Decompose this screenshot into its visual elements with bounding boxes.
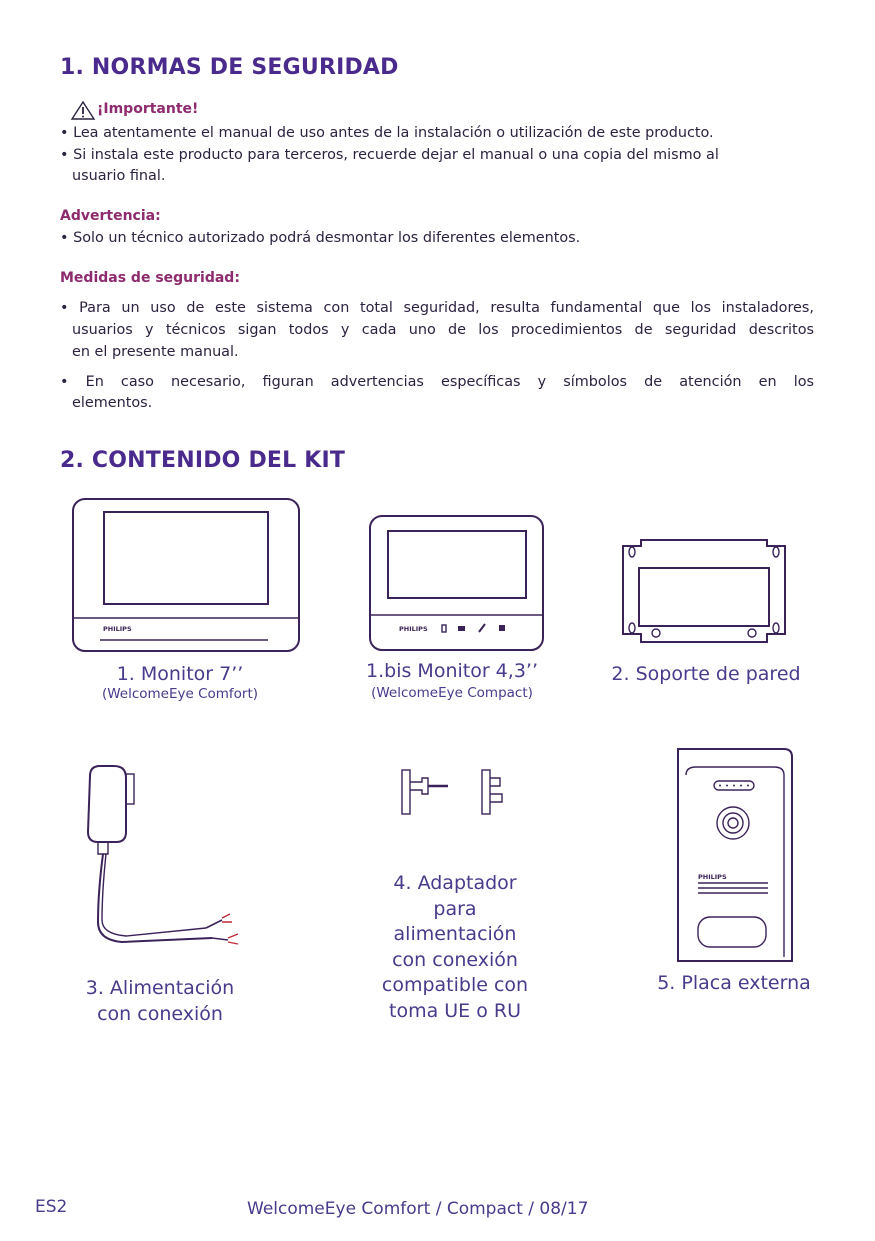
warning-label: Advertencia: <box>60 208 161 224</box>
monitor-43-illustration <box>369 515 545 653</box>
page-number: ES2 <box>35 1197 68 1217</box>
monitor-7-label: 1. Monitor 7’’ <box>116 663 244 685</box>
monitor-43-label: 1.bis Monitor 4,3’’ <box>366 660 538 682</box>
monitor-43-sub: (WelcomeEye Compact) <box>371 685 533 701</box>
monitor-43-brand: PHILIPS <box>399 625 428 633</box>
adapter-label-line-5: compatible con <box>381 974 529 997</box>
important-label: ¡Importante! <box>97 101 199 117</box>
door-plate-label: 5. Placa externa <box>657 972 811 994</box>
adapter-label <box>345 871 565 1025</box>
monitor-7-sub: (WelcomeEye Comfort) <box>101 686 259 702</box>
safety-item-1: • Para un uso de este sistema con total seguridad, resulta fundamental que los instaladores, <box>60 300 814 316</box>
adapter-label-line-6: toma UE o RU <box>389 999 521 1022</box>
adapter-label-line-1: 4. Adaptador <box>393 872 517 894</box>
door-plate-illustration <box>676 745 796 965</box>
bracket-label: 2. Soporte de pared <box>611 663 801 685</box>
safety-item-2-cont: elementos. <box>72 395 153 411</box>
section2-title: 2. CONTENIDO DEL KIT <box>60 448 346 473</box>
section1-title: 1. NORMAS DE SEGURIDAD <box>60 55 399 80</box>
important-item-1: • Lea atentamente el manual de uso antes de la instalación o utilización de este producto. <box>60 125 714 141</box>
wall-bracket-illustration <box>619 538 789 654</box>
adapter-label-line-3: alimentación <box>393 923 517 946</box>
important-item-2-cont: usuario final. <box>72 168 166 184</box>
safety-item-1-cont-b: en el presente manual. <box>72 344 239 360</box>
power-supply-illustration <box>82 762 252 962</box>
adapter-label-line-4: con conexión <box>392 948 518 971</box>
power-label <box>50 975 270 1027</box>
power-label-line-2: con conexión <box>97 1003 223 1025</box>
door-plate-brand: PHILIPS <box>698 873 727 881</box>
adapter-plugs-illustration <box>400 768 510 816</box>
warning-item-1: • Solo un técnico autorizado podrá desmontar los diferentes elementos. <box>60 230 581 246</box>
adapter-label-line-2: para <box>433 897 477 920</box>
monitor-7-brand: PHILIPS <box>103 625 132 633</box>
safety-label: Medidas de seguridad: <box>60 270 240 286</box>
power-label-line-1: 3. Alimentación <box>85 977 235 999</box>
safety-item-1-cont-a: usuarios y técnicos sigan todos y cada uno de los procedimientos de seguridad descritos <box>72 322 814 338</box>
warning-triangle-icon <box>71 101 95 120</box>
footer-doc-title: WelcomeEye Comfort / Compact / 08/17 <box>247 1199 589 1219</box>
safety-item-2: • En caso necesario, figuran advertencias específicas y símbolos de atención en los <box>60 374 814 390</box>
important-item-2: • Si instala este producto para terceros, recuerde dejar el manual o una copia del mismo al <box>60 147 719 163</box>
